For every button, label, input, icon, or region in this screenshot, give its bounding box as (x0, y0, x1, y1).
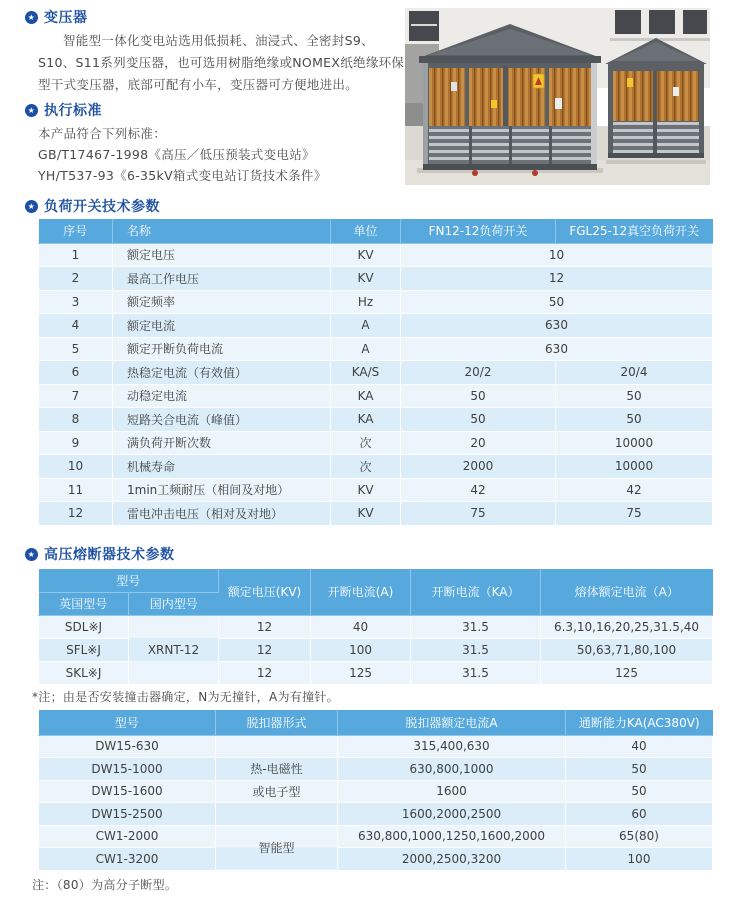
table-cell: KA (331, 384, 401, 408)
table-cell: 8 (39, 408, 113, 432)
table-row (39, 290, 713, 314)
table-row (39, 455, 713, 479)
table-cell: 20/4 (556, 361, 713, 385)
fuse-table (38, 569, 713, 685)
table-cell: 12 (401, 267, 713, 291)
table-cell: 机械寿命 (113, 455, 331, 479)
table-cell: A (331, 337, 401, 361)
col-header-capacity: 通断能力KA(AC380V) (566, 710, 713, 735)
col-header-unit: 单位 (331, 219, 401, 243)
table-cell: 31.5 (411, 615, 541, 638)
table-cell: DW15-1600 (39, 780, 216, 803)
table-cell: SFL※J (39, 638, 129, 661)
table-cell: 2000,2500,3200 (338, 848, 566, 871)
table-cell: 9 (39, 431, 113, 455)
table-cell: 额定电流 (113, 314, 331, 338)
table-cell: 20 (401, 431, 556, 455)
table-cell: DW15-2500 (39, 803, 216, 826)
table-cell: 1600,2000,2500 (338, 803, 566, 826)
table-cell: 5 (39, 337, 113, 361)
table-cell: 额定电压 (113, 243, 331, 267)
table-cell: 630,800,1000 (338, 758, 566, 781)
table-cell: 50 (556, 384, 713, 408)
table-cell: DW15-630 (39, 735, 216, 758)
col-header-breaking-a: 开断电流(A) (311, 569, 411, 615)
col-header-model: 型号 (39, 569, 219, 592)
table-row (39, 361, 713, 385)
table-row (39, 825, 713, 848)
table-cell: 额定开断负荷电流 (113, 337, 331, 361)
col-header-voltage: 额定电压(KV) (219, 569, 311, 615)
col-header-melt-current: 熔体额定电流（A） (541, 569, 713, 615)
table-cell: 10000 (556, 431, 713, 455)
table-cell: CW1-3200 (39, 848, 216, 871)
table-cell: 12 (219, 661, 311, 684)
table-row (39, 267, 713, 291)
substation-photo (405, 8, 710, 185)
table-cell-merged: XRNT-12 (129, 615, 219, 684)
table-cell: KA (331, 408, 401, 432)
table-cell: KA/S (331, 361, 401, 385)
table-cell: 或电子型 (216, 780, 338, 803)
standards-item: YH/T537-93《6-35kV箱式变电站订货技术条件》 (38, 168, 327, 183)
table-cell: 雷电冲击电压（相对及对地） (113, 502, 331, 526)
table-row (39, 803, 713, 826)
table-cell: 最高工作电压 (113, 267, 331, 291)
table-cell: 50 (566, 780, 713, 803)
table-cell (216, 803, 338, 826)
table-cell: 50 (401, 384, 556, 408)
table-cell: 630 (401, 337, 713, 361)
table-cell: 125 (311, 661, 411, 684)
table-cell: 50 (566, 758, 713, 781)
table-row (39, 243, 713, 267)
table-cell: 11 (39, 478, 113, 502)
table-header-row (39, 219, 713, 243)
table-cell: Hz (331, 290, 401, 314)
table-cell: 31.5 (411, 638, 541, 661)
section-title-standards (25, 100, 102, 120)
table-cell: 10 (401, 243, 713, 267)
table-cell: 12 (219, 615, 311, 638)
section-bullet-icon: ★ (25, 200, 38, 213)
section-bullet-icon: ★ (25, 104, 38, 117)
table-cell: A (331, 314, 401, 338)
table-cell: 次 (331, 431, 401, 455)
table-cell: 1 (39, 243, 113, 267)
table-cell: 40 (566, 735, 713, 758)
table-cell: 1min工频耐压（相间及对地） (113, 478, 331, 502)
table-row (39, 314, 713, 338)
table-cell: 10 (39, 455, 113, 479)
table-cell: 50 (401, 290, 713, 314)
table-row (39, 337, 713, 361)
col-header-rated-current: 脱扣器额定电流A (338, 710, 566, 735)
section-title-fuse (25, 544, 175, 564)
table-row (39, 431, 713, 455)
section-title-text: 负荷开关技术参数 (44, 199, 160, 215)
table-cell: 6 (39, 361, 113, 385)
load-switch-table (38, 219, 713, 526)
table-cell: 12 (39, 502, 113, 526)
table-cell: 50 (401, 408, 556, 432)
table-cell: 42 (556, 478, 713, 502)
table-cell: 60 (566, 803, 713, 826)
table-cell: 40 (311, 615, 411, 638)
table-cell: 满负荷开断次数 (113, 431, 331, 455)
table-cell: 31.5 (411, 661, 541, 684)
standards-intro: 本产品符合下列标准： (38, 126, 167, 141)
table-cell: 630 (401, 314, 713, 338)
table-row (39, 408, 713, 432)
table-cell: SKL※J (39, 661, 129, 684)
table-cell: 热稳定电流（有效值） (113, 361, 331, 385)
table-cell: 100 (566, 848, 713, 871)
table-cell: 额定频率 (113, 290, 331, 314)
table-row (39, 384, 713, 408)
table-row (39, 615, 713, 638)
table-cell: 次 (331, 455, 401, 479)
col-header-no: 序号 (39, 219, 113, 243)
section-bullet-icon: ★ (25, 11, 38, 24)
table-cell: KV (331, 267, 401, 291)
table-cell: 短路关合电流（峰值） (113, 408, 331, 432)
table-cell: CW1-2000 (39, 825, 216, 848)
table-cell: KV (331, 502, 401, 526)
table-cell: 2 (39, 267, 113, 291)
table-row (39, 848, 713, 871)
table-cell: 125 (541, 661, 713, 684)
table-cell: 42 (401, 478, 556, 502)
col-header-name: 名称 (113, 219, 331, 243)
table-row (39, 780, 713, 803)
table-cell: 6.3,10,16,20,25,31.5,40 (541, 615, 713, 638)
table-header-row (39, 569, 713, 592)
section-title-text: 执行标准 (44, 103, 102, 119)
breaker-table (38, 710, 713, 871)
table-row (39, 478, 713, 502)
table-cell: 7 (39, 384, 113, 408)
table-cell: 12 (219, 638, 311, 661)
fuse-table-note: *注；由是否安装撞击器确定，N为无撞针，A为有撞针。 (32, 690, 339, 704)
table-cell: 10000 (556, 455, 713, 479)
breaker-table-note: 注：（80）为高分子断型。 (32, 878, 178, 892)
table-cell: 热-电磁性 (216, 758, 338, 781)
section-bullet-icon: ★ (25, 548, 38, 561)
table-cell: 75 (401, 502, 556, 526)
table-row (39, 758, 713, 781)
section-title-load-switch (25, 196, 160, 216)
table-cell (216, 735, 338, 758)
table-cell: 65(80) (566, 825, 713, 848)
table-cell: KV (331, 243, 401, 267)
standards-item: GB/T17467-1998《高压／低压预装式变电站》 (38, 147, 315, 162)
table-cell: 动稳定电流 (113, 384, 331, 408)
table-cell: 4 (39, 314, 113, 338)
table-cell: 100 (311, 638, 411, 661)
section-title-text: 高压熔断器技术参数 (44, 547, 175, 563)
col-header-fgl25: FGL25-12真空负荷开关 (556, 219, 713, 243)
table-cell-merged: 智能型 (216, 825, 338, 870)
table-row (39, 735, 713, 758)
table-cell: SDL※J (39, 615, 129, 638)
table-cell: DW15-1000 (39, 758, 216, 781)
table-cell: 50 (556, 408, 713, 432)
transformer-description: 智能型一体化变电站选用低损耗、油浸式、全密封S9、S10、S11系列变压器，也可选用树脂绝缘或NOMEX纸绝缘环保型干式变压器，底部可配有小车，变压器可方便地进出。 (38, 33, 405, 92)
table-cell: KV (331, 478, 401, 502)
col-header-model-uk: 英国型号 (39, 592, 129, 615)
table-cell: 2000 (401, 455, 556, 479)
section-title-text: 变压器 (44, 10, 88, 26)
section-title-transformer (25, 7, 88, 27)
table-cell: 75 (556, 502, 713, 526)
table-cell: 630,800,1000,1250,1600,2000 (338, 825, 566, 848)
table-header-row (39, 710, 713, 735)
table-cell: 50,63,71,80,100 (541, 638, 713, 661)
table-row (39, 502, 713, 526)
col-header-breaking-ka: 开断电流（KA） (411, 569, 541, 615)
col-header-trip-type: 脱扣器形式 (216, 710, 338, 735)
col-header-model-cn: 国内型号 (129, 592, 219, 615)
col-header-model: 型号 (39, 710, 216, 735)
table-cell: 1600 (338, 780, 566, 803)
table-cell: 20/2 (401, 361, 556, 385)
col-header-fn12: FN12-12负荷开关 (401, 219, 556, 243)
table-cell: 3 (39, 290, 113, 314)
table-cell: 315,400,630 (338, 735, 566, 758)
